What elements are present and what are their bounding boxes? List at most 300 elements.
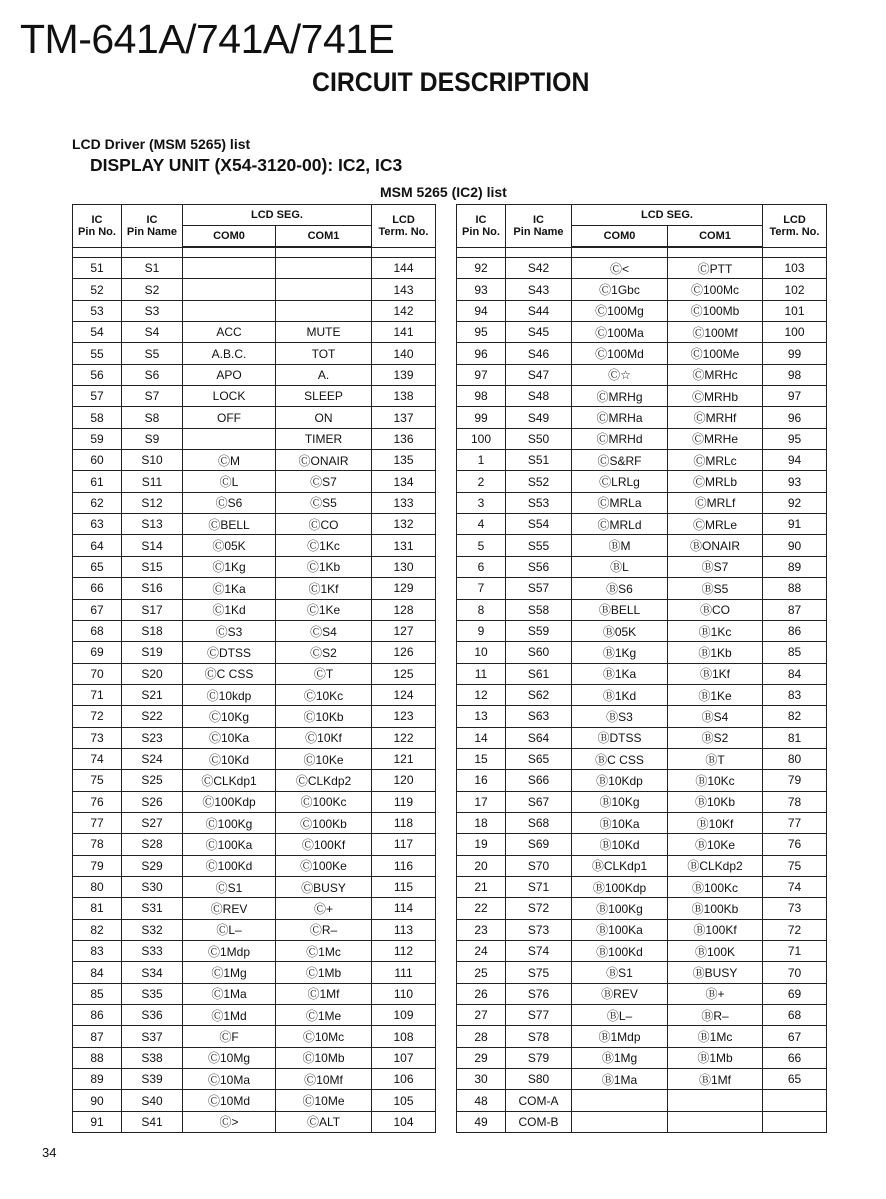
pin-no-cell: 55: [73, 343, 122, 364]
table-row: [73, 578, 436, 599]
lcd-term-cell: 136: [372, 428, 436, 449]
pin-name-cell: S74: [506, 941, 572, 962]
header-com1: COM1: [668, 226, 763, 248]
pin-no-cell: 89: [73, 1069, 122, 1090]
com0-cell: Ⓒ10Kg: [183, 706, 276, 727]
pin-name-cell: S33: [122, 941, 183, 962]
header-com0: COM0: [572, 226, 668, 248]
lcd-term-cell: 89: [763, 556, 827, 577]
pin-name-cell: S14: [122, 535, 183, 556]
com0-cell: [183, 258, 276, 279]
com0-cell: Ⓑ1Mdp: [572, 1026, 668, 1047]
table-row: [457, 514, 827, 535]
pin-name-cell: S10: [122, 450, 183, 471]
table-row: [457, 471, 827, 492]
pin-table-right: [456, 204, 827, 1133]
pin-name-cell: S68: [506, 812, 572, 833]
com1-cell: ⒸS4: [276, 620, 372, 641]
pin-name-cell: S8: [122, 407, 183, 428]
com0-cell: Ⓒ10kdp: [183, 684, 276, 705]
com1-cell: SLEEP: [276, 386, 372, 407]
pin-name-cell: S46: [506, 343, 572, 364]
lcd-term-cell: 122: [372, 727, 436, 748]
lcd-term-cell: 108: [372, 1026, 436, 1047]
table-row: [457, 1005, 827, 1026]
com0-cell: Ⓒ1Mdp: [183, 941, 276, 962]
lcd-term-cell: 92: [763, 492, 827, 513]
pin-name-cell: S23: [122, 727, 183, 748]
table-row: [73, 450, 436, 471]
table-row: [73, 471, 436, 492]
com0-cell: ⒷS1: [572, 962, 668, 983]
table-row: [73, 962, 436, 983]
lcd-term-cell: 126: [372, 642, 436, 663]
pin-table-left: [72, 204, 436, 1133]
table-row: [73, 1090, 436, 1111]
com1-cell: Ⓒ10Mb: [276, 1047, 372, 1068]
com1-cell: Ⓒ1Kf: [276, 578, 372, 599]
table-row: [457, 748, 827, 769]
header-spacer: [73, 247, 436, 258]
com1-cell: ⒸALT: [276, 1111, 372, 1132]
table-row: [457, 770, 827, 791]
table-row: [73, 748, 436, 769]
lcd-term-cell: 90: [763, 535, 827, 556]
com0-cell: Ⓒ100Ma: [572, 322, 668, 343]
table-row: [73, 919, 436, 940]
com1-cell: ⒸMRHf: [668, 407, 763, 428]
lcd-term-cell: [763, 1111, 827, 1132]
com0-cell: [183, 428, 276, 449]
com0-cell: ⒷDTSS: [572, 727, 668, 748]
com0-cell: ⒸS&RF: [572, 450, 668, 471]
com1-cell: ⒷT: [668, 748, 763, 769]
pin-name-cell: S21: [122, 684, 183, 705]
table-row: [457, 556, 827, 577]
pin-name-cell: S43: [506, 279, 572, 300]
lcd-term-cell: 80: [763, 748, 827, 769]
pin-no-cell: 97: [457, 364, 506, 385]
com0-cell: ⒸBELL: [183, 514, 276, 535]
pin-no-cell: 58: [73, 407, 122, 428]
lcd-term-cell: 143: [372, 279, 436, 300]
lcd-term-cell: 135: [372, 450, 436, 471]
com0-cell: ⒷS6: [572, 578, 668, 599]
com0-cell: Ⓑ1Ka: [572, 663, 668, 684]
pin-no-cell: 7: [457, 578, 506, 599]
pin-name-cell: S4: [122, 322, 183, 343]
com1-cell: Ⓑ1Kc: [668, 620, 763, 641]
pin-name-cell: S66: [506, 770, 572, 791]
lcd-term-cell: 88: [763, 578, 827, 599]
com0-cell: Ⓑ05K: [572, 620, 668, 641]
pin-name-cell: S5: [122, 343, 183, 364]
lcd-term-cell: 114: [372, 898, 436, 919]
table-row: [457, 983, 827, 1004]
com0-cell: ⒸMRLa: [572, 492, 668, 513]
lcd-term-cell: 107: [372, 1047, 436, 1068]
com0-cell: ⒸC CSS: [183, 663, 276, 684]
pin-no-cell: 74: [73, 748, 122, 769]
com1-cell: [276, 300, 372, 321]
table-row: [457, 450, 827, 471]
table-row: [73, 770, 436, 791]
pin-no-cell: 54: [73, 322, 122, 343]
lcd-term-cell: 97: [763, 386, 827, 407]
table-row: [73, 364, 436, 385]
lcd-term-cell: 98: [763, 364, 827, 385]
lcd-term-cell: 120: [372, 770, 436, 791]
com1-cell: ⒸMRLf: [668, 492, 763, 513]
pin-no-cell: 16: [457, 770, 506, 791]
pin-no-cell: 15: [457, 748, 506, 769]
pin-name-cell: S69: [506, 834, 572, 855]
lcd-term-cell: 83: [763, 684, 827, 705]
pin-name-cell: S70: [506, 855, 572, 876]
pin-name-cell: S15: [122, 556, 183, 577]
pin-name-cell: S57: [506, 578, 572, 599]
lcd-term-cell: 127: [372, 620, 436, 641]
com1-cell: ⒸCO: [276, 514, 372, 535]
pin-name-cell: S77: [506, 1005, 572, 1026]
pin-name-cell: S75: [506, 962, 572, 983]
com1-cell: Ⓒ1Me: [276, 1005, 372, 1026]
pin-no-cell: 95: [457, 322, 506, 343]
pin-no-cell: 20: [457, 855, 506, 876]
table-row: [73, 514, 436, 535]
lcd-term-cell: 132: [372, 514, 436, 535]
com1-cell: Ⓑ1Kf: [668, 663, 763, 684]
pin-name-cell: S39: [122, 1069, 183, 1090]
pin-name-cell: S50: [506, 428, 572, 449]
pin-no-cell: 77: [73, 812, 122, 833]
lcd-term-cell: 93: [763, 471, 827, 492]
header-spacer: [457, 247, 827, 258]
lcd-term-cell: 95: [763, 428, 827, 449]
pin-name-cell: S28: [122, 834, 183, 855]
pin-name-cell: S6: [122, 364, 183, 385]
pin-no-cell: 70: [73, 663, 122, 684]
com1-cell: ⒸMRHe: [668, 428, 763, 449]
table-row: [73, 834, 436, 855]
table-row: [457, 258, 827, 279]
com1-cell: ⒷCO: [668, 599, 763, 620]
lcd-term-cell: 117: [372, 834, 436, 855]
lcd-driver-subtitle: LCD Driver (MSM 5265) list: [72, 136, 251, 152]
pin-name-cell: S32: [122, 919, 183, 940]
pin-no-cell: 6: [457, 556, 506, 577]
pin-no-cell: 48: [457, 1090, 506, 1111]
pin-no-cell: 68: [73, 620, 122, 641]
lcd-term-cell: 106: [372, 1069, 436, 1090]
table-row: [73, 407, 436, 428]
com0-cell: ⒸDTSS: [183, 642, 276, 663]
com0-cell: ⒸS3: [183, 620, 276, 641]
pin-name-cell: S71: [506, 876, 572, 897]
pin-name-cell: S36: [122, 1005, 183, 1026]
com0-cell: Ⓑ1Ma: [572, 1069, 668, 1090]
pin-name-cell: S72: [506, 898, 572, 919]
page-number: 34: [42, 1145, 57, 1160]
pin-no-cell: 56: [73, 364, 122, 385]
com0-cell: ⒸMRHg: [572, 386, 668, 407]
table-row: [73, 812, 436, 833]
com1-cell: ⒸR–: [276, 919, 372, 940]
com1-cell: ⒸS2: [276, 642, 372, 663]
lcd-term-cell: 113: [372, 919, 436, 940]
table-row: [73, 791, 436, 812]
com0-cell: ⒸS6: [183, 492, 276, 513]
com0-cell: [183, 300, 276, 321]
com1-cell: ⒸS5: [276, 492, 372, 513]
pin-name-cell: S64: [506, 727, 572, 748]
lcd-term-cell: 112: [372, 941, 436, 962]
com0-cell: Ⓑ10Kg: [572, 791, 668, 812]
com0-cell: ⒸF: [183, 1026, 276, 1047]
lcd-term-cell: 130: [372, 556, 436, 577]
table-row: [73, 642, 436, 663]
table-row: [457, 876, 827, 897]
pin-name-cell: S16: [122, 578, 183, 599]
com1-cell: MUTE: [276, 322, 372, 343]
com0-cell: Ⓒ1Mg: [183, 962, 276, 983]
table-row: [457, 343, 827, 364]
pin-name-cell: COM-A: [506, 1090, 572, 1111]
lcd-term-cell: 116: [372, 855, 436, 876]
pin-name-cell: S18: [122, 620, 183, 641]
table-row: [457, 834, 827, 855]
pin-no-cell: 80: [73, 876, 122, 897]
pin-no-cell: 63: [73, 514, 122, 535]
lcd-term-cell: 77: [763, 812, 827, 833]
com0-cell: ⒸL–: [183, 919, 276, 940]
com1-cell: Ⓑ10Ke: [668, 834, 763, 855]
com0-cell: ⒷC CSS: [572, 748, 668, 769]
com0-cell: Ⓒ1Gbc: [572, 279, 668, 300]
pin-name-cell: S17: [122, 599, 183, 620]
pin-name-cell: S51: [506, 450, 572, 471]
lcd-term-cell: 103: [763, 258, 827, 279]
header-pin-no: IC Pin No.: [73, 205, 122, 248]
com0-cell: [183, 279, 276, 300]
com1-cell: ⒸMRHb: [668, 386, 763, 407]
pin-name-cell: S24: [122, 748, 183, 769]
pin-no-cell: 91: [73, 1111, 122, 1132]
com1-cell: Ⓑ+: [668, 983, 763, 1004]
pin-no-cell: 1: [457, 450, 506, 471]
com1-cell: Ⓒ100Kb: [276, 812, 372, 833]
pin-name-cell: S45: [506, 322, 572, 343]
table-row: [457, 791, 827, 812]
lcd-term-cell: 139: [372, 364, 436, 385]
com0-cell: [572, 1090, 668, 1111]
com1-cell: Ⓑ1Mb: [668, 1047, 763, 1068]
lcd-term-cell: 137: [372, 407, 436, 428]
com0-cell: LOCK: [183, 386, 276, 407]
model-title: TM-641A/741A/741E: [20, 16, 395, 62]
com1-cell: Ⓒ10Kb: [276, 706, 372, 727]
com1-cell: Ⓒ1Mf: [276, 983, 372, 1004]
com1-cell: ⒷS7: [668, 556, 763, 577]
pin-no-cell: 8: [457, 599, 506, 620]
pin-name-cell: S7: [122, 386, 183, 407]
com0-cell: Ⓒ100Kg: [183, 812, 276, 833]
com0-cell: Ⓑ10Kd: [572, 834, 668, 855]
pin-no-cell: 4: [457, 514, 506, 535]
lcd-term-cell: 119: [372, 791, 436, 812]
com0-cell: A.B.C.: [183, 343, 276, 364]
com1-cell: Ⓒ10Kf: [276, 727, 372, 748]
pin-no-cell: 62: [73, 492, 122, 513]
com0-cell: ⒸMRHa: [572, 407, 668, 428]
header-lcd-seg: LCD SEG.: [572, 205, 763, 226]
table-row: [457, 855, 827, 876]
pin-no-cell: 51: [73, 258, 122, 279]
com1-cell: Ⓒ1Kc: [276, 535, 372, 556]
table-row: [73, 279, 436, 300]
com0-cell: ⒷS3: [572, 706, 668, 727]
com1-cell: ⒸS7: [276, 471, 372, 492]
com1-cell: ⒷS4: [668, 706, 763, 727]
lcd-term-cell: 138: [372, 386, 436, 407]
lcd-term-cell: 123: [372, 706, 436, 727]
pin-no-cell: 83: [73, 941, 122, 962]
com1-cell: Ⓑ10Kc: [668, 770, 763, 791]
table-row: [457, 300, 827, 321]
com0-cell: Ⓑ100Ka: [572, 919, 668, 940]
table-row: [457, 642, 827, 663]
com1-cell: Ⓒ100Kf: [276, 834, 372, 855]
lcd-term-cell: 75: [763, 855, 827, 876]
com1-cell: Ⓑ100Kc: [668, 876, 763, 897]
pin-no-cell: 78: [73, 834, 122, 855]
com1-cell: ⒸONAIR: [276, 450, 372, 471]
header-com1: COM1: [276, 226, 372, 248]
com1-cell: Ⓒ10Mc: [276, 1026, 372, 1047]
com0-cell: Ⓒ<: [572, 258, 668, 279]
pin-no-cell: 24: [457, 941, 506, 962]
com0-cell: Ⓒ>: [183, 1111, 276, 1132]
com0-cell: ⒸLRLg: [572, 471, 668, 492]
lcd-term-cell: 125: [372, 663, 436, 684]
table-row: [457, 386, 827, 407]
com0-cell: ⒷBELL: [572, 599, 668, 620]
lcd-term-cell: 71: [763, 941, 827, 962]
header-pin-name: IC Pin Name: [122, 205, 183, 248]
lcd-term-cell: 121: [372, 748, 436, 769]
pin-no-cell: 72: [73, 706, 122, 727]
lcd-term-cell: 111: [372, 962, 436, 983]
display-unit-subtitle: DISPLAY UNIT (X54-3120-00): IC2, IC3: [90, 155, 403, 175]
com1-cell: Ⓒ100Kc: [276, 791, 372, 812]
pin-no-cell: 14: [457, 727, 506, 748]
com0-cell: Ⓑ10Ka: [572, 812, 668, 833]
pin-name-cell: S42: [506, 258, 572, 279]
com0-cell: Ⓑ10Kdp: [572, 770, 668, 791]
pin-no-cell: 18: [457, 812, 506, 833]
lcd-term-cell: 94: [763, 450, 827, 471]
pin-no-cell: 9: [457, 620, 506, 641]
com1-cell: Ⓑ10Kb: [668, 791, 763, 812]
table-row: [457, 919, 827, 940]
pin-no-cell: 12: [457, 684, 506, 705]
com1-cell: ⒸMRHc: [668, 364, 763, 385]
com1-cell: Ⓑ1Mc: [668, 1026, 763, 1047]
pin-name-cell: S12: [122, 492, 183, 513]
pin-name-cell: S60: [506, 642, 572, 663]
table-row: [73, 556, 436, 577]
com1-cell: ⒸBUSY: [276, 876, 372, 897]
pin-no-cell: 66: [73, 578, 122, 599]
com1-cell: TOT: [276, 343, 372, 364]
lcd-term-cell: 118: [372, 812, 436, 833]
com1-cell: Ⓑ100Kf: [668, 919, 763, 940]
lcd-term-cell: 141: [372, 322, 436, 343]
lcd-term-cell: 86: [763, 620, 827, 641]
ic2-list-label: MSM 5265 (IC2) list: [380, 184, 507, 200]
table-row: [73, 258, 436, 279]
com1-cell: [668, 1111, 763, 1132]
com0-cell: ⒸMRLd: [572, 514, 668, 535]
table-row: [73, 727, 436, 748]
pin-no-cell: 92: [457, 258, 506, 279]
pin-name-cell: S47: [506, 364, 572, 385]
pin-name-cell: S31: [122, 898, 183, 919]
lcd-term-cell: 91: [763, 514, 827, 535]
com0-cell: ⒸCLKdp1: [183, 770, 276, 791]
header-lcd-term: LCD Term. No.: [372, 205, 436, 248]
pin-name-cell: S38: [122, 1047, 183, 1068]
table-row: [457, 1090, 827, 1111]
lcd-term-cell: 100: [763, 322, 827, 343]
com1-cell: ⒸMRLe: [668, 514, 763, 535]
pin-no-cell: 96: [457, 343, 506, 364]
pin-name-cell: S20: [122, 663, 183, 684]
com0-cell: ⒷREV: [572, 983, 668, 1004]
pin-no-cell: 49: [457, 1111, 506, 1132]
com1-cell: ⒸT: [276, 663, 372, 684]
pin-no-cell: 27: [457, 1005, 506, 1026]
pin-no-cell: 2: [457, 471, 506, 492]
pin-name-cell: S78: [506, 1026, 572, 1047]
lcd-term-cell: 70: [763, 962, 827, 983]
table-row: [73, 1047, 436, 1068]
table-row: [457, 407, 827, 428]
table-row: [457, 620, 827, 641]
table-row: [457, 812, 827, 833]
table-row: [73, 1005, 436, 1026]
pin-name-cell: S76: [506, 983, 572, 1004]
lcd-term-cell: 82: [763, 706, 827, 727]
com0-cell: ⒷL: [572, 556, 668, 577]
table-row: [457, 578, 827, 599]
com0-cell: Ⓒ100Kd: [183, 855, 276, 876]
table-row: [457, 1069, 827, 1090]
pin-name-cell: S80: [506, 1069, 572, 1090]
table-row: [73, 1026, 436, 1047]
table-row: [73, 428, 436, 449]
com0-cell: Ⓒ10Ka: [183, 727, 276, 748]
lcd-term-cell: 134: [372, 471, 436, 492]
pin-no-cell: 71: [73, 684, 122, 705]
com1-cell: A.: [276, 364, 372, 385]
pin-no-cell: 21: [457, 876, 506, 897]
pin-no-cell: 64: [73, 535, 122, 556]
com0-cell: ⒸREV: [183, 898, 276, 919]
lcd-term-cell: 142: [372, 300, 436, 321]
pin-no-cell: 23: [457, 919, 506, 940]
lcd-term-cell: 84: [763, 663, 827, 684]
